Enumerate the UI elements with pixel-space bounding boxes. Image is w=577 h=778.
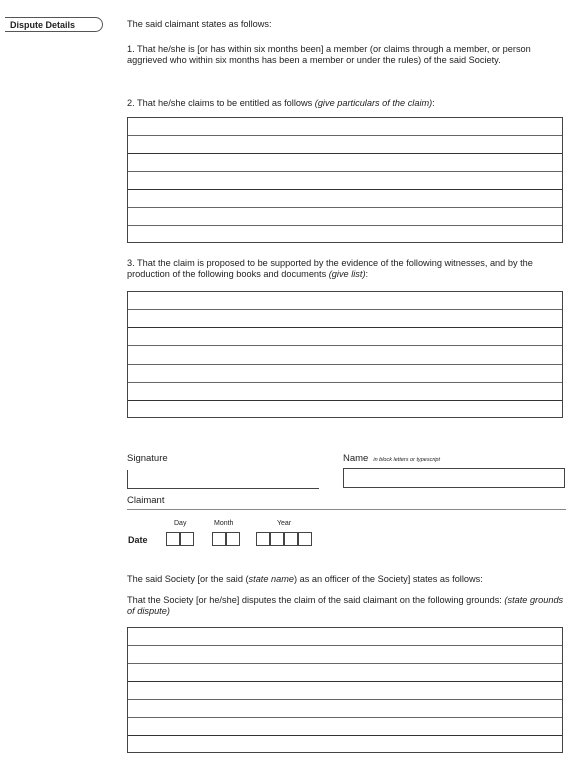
ruled-line — [128, 225, 562, 226]
name-field[interactable] — [343, 468, 565, 488]
ruled-line — [128, 207, 562, 208]
society-states-italic: state name — [248, 574, 294, 584]
paragraph-3 — [127, 258, 557, 280]
signature-field[interactable] — [127, 470, 319, 489]
dispute-grounds-box[interactable] — [127, 627, 563, 753]
ruled-line — [128, 171, 562, 172]
name-label — [343, 453, 440, 464]
year-digit-3[interactable] — [284, 532, 298, 546]
claim-particulars-box[interactable] — [127, 117, 563, 243]
claimant-label: Claimant — [127, 495, 165, 506]
ruled-line — [128, 189, 562, 190]
name-hint: in block letters or typescript — [373, 457, 440, 463]
paragraph-3-italic: (give list) — [328, 269, 366, 279]
day-digit-1[interactable] — [166, 532, 180, 546]
paragraph-2-text: 2. That he/she claims to be entitled as follows — [127, 98, 315, 108]
ruled-line — [128, 735, 562, 736]
ruled-line — [128, 382, 562, 383]
date-month-label: Month — [214, 520, 234, 527]
date-year-label: Year — [277, 520, 292, 527]
ruled-line — [128, 663, 562, 664]
dispute-text-italic: (state grounds of dispute) — [127, 595, 564, 616]
month-digit-1[interactable] — [212, 532, 226, 546]
paragraph-3-text: 3. That the claim is proposed to be supported by the evidence of the following witnesses, and by the production of the following books and documents — [127, 258, 533, 279]
ruled-line — [128, 153, 562, 154]
name-label-text: Name — [343, 453, 369, 464]
date-label: Date — [128, 535, 148, 545]
ruled-line — [128, 717, 562, 718]
dispute-text — [127, 595, 567, 617]
ruled-line — [128, 699, 562, 700]
ruled-line — [128, 645, 562, 646]
society-states-pre: The said Society [or the said ( — [127, 574, 249, 584]
paragraph-2-suffix: : — [432, 98, 435, 108]
divider — [127, 509, 566, 510]
signature-label: Signature — [127, 453, 168, 464]
year-digit-2[interactable] — [270, 532, 284, 546]
paragraph-2-italic: (give particulars of the claim) — [314, 98, 433, 108]
ruled-line — [128, 309, 562, 310]
month-digit-2[interactable] — [226, 532, 240, 546]
ruled-line — [128, 681, 562, 682]
dispute-text-main: That the Society [or he/she] disputes the claim of the said claimant on the following grounds: — [127, 595, 505, 605]
society-states-text — [127, 574, 567, 585]
ruled-line — [128, 327, 562, 328]
intro-text: The said claimant states as follows: — [127, 19, 272, 29]
witnesses-documents-box[interactable] — [127, 291, 563, 418]
paragraph-2 — [127, 98, 557, 109]
day-digit-2[interactable] — [180, 532, 194, 546]
ruled-line — [128, 364, 562, 365]
year-digit-4[interactable] — [298, 532, 312, 546]
society-states-post: ) as an officer of the Society] states as follows: — [294, 574, 483, 584]
section-label: Dispute Details — [5, 17, 103, 32]
paragraph-1: 1. That he/she is [or has within six months been] a member (or claims through a member, or person aggrieved who within six months has been a member or under the rules) of the said Society. — [127, 44, 531, 65]
ruled-line — [128, 400, 562, 401]
year-digit-1[interactable] — [256, 532, 270, 546]
paragraph-3-suffix: : — [365, 269, 369, 279]
ruled-line — [128, 135, 562, 136]
date-day-label: Day — [174, 520, 187, 527]
ruled-line — [128, 345, 562, 346]
